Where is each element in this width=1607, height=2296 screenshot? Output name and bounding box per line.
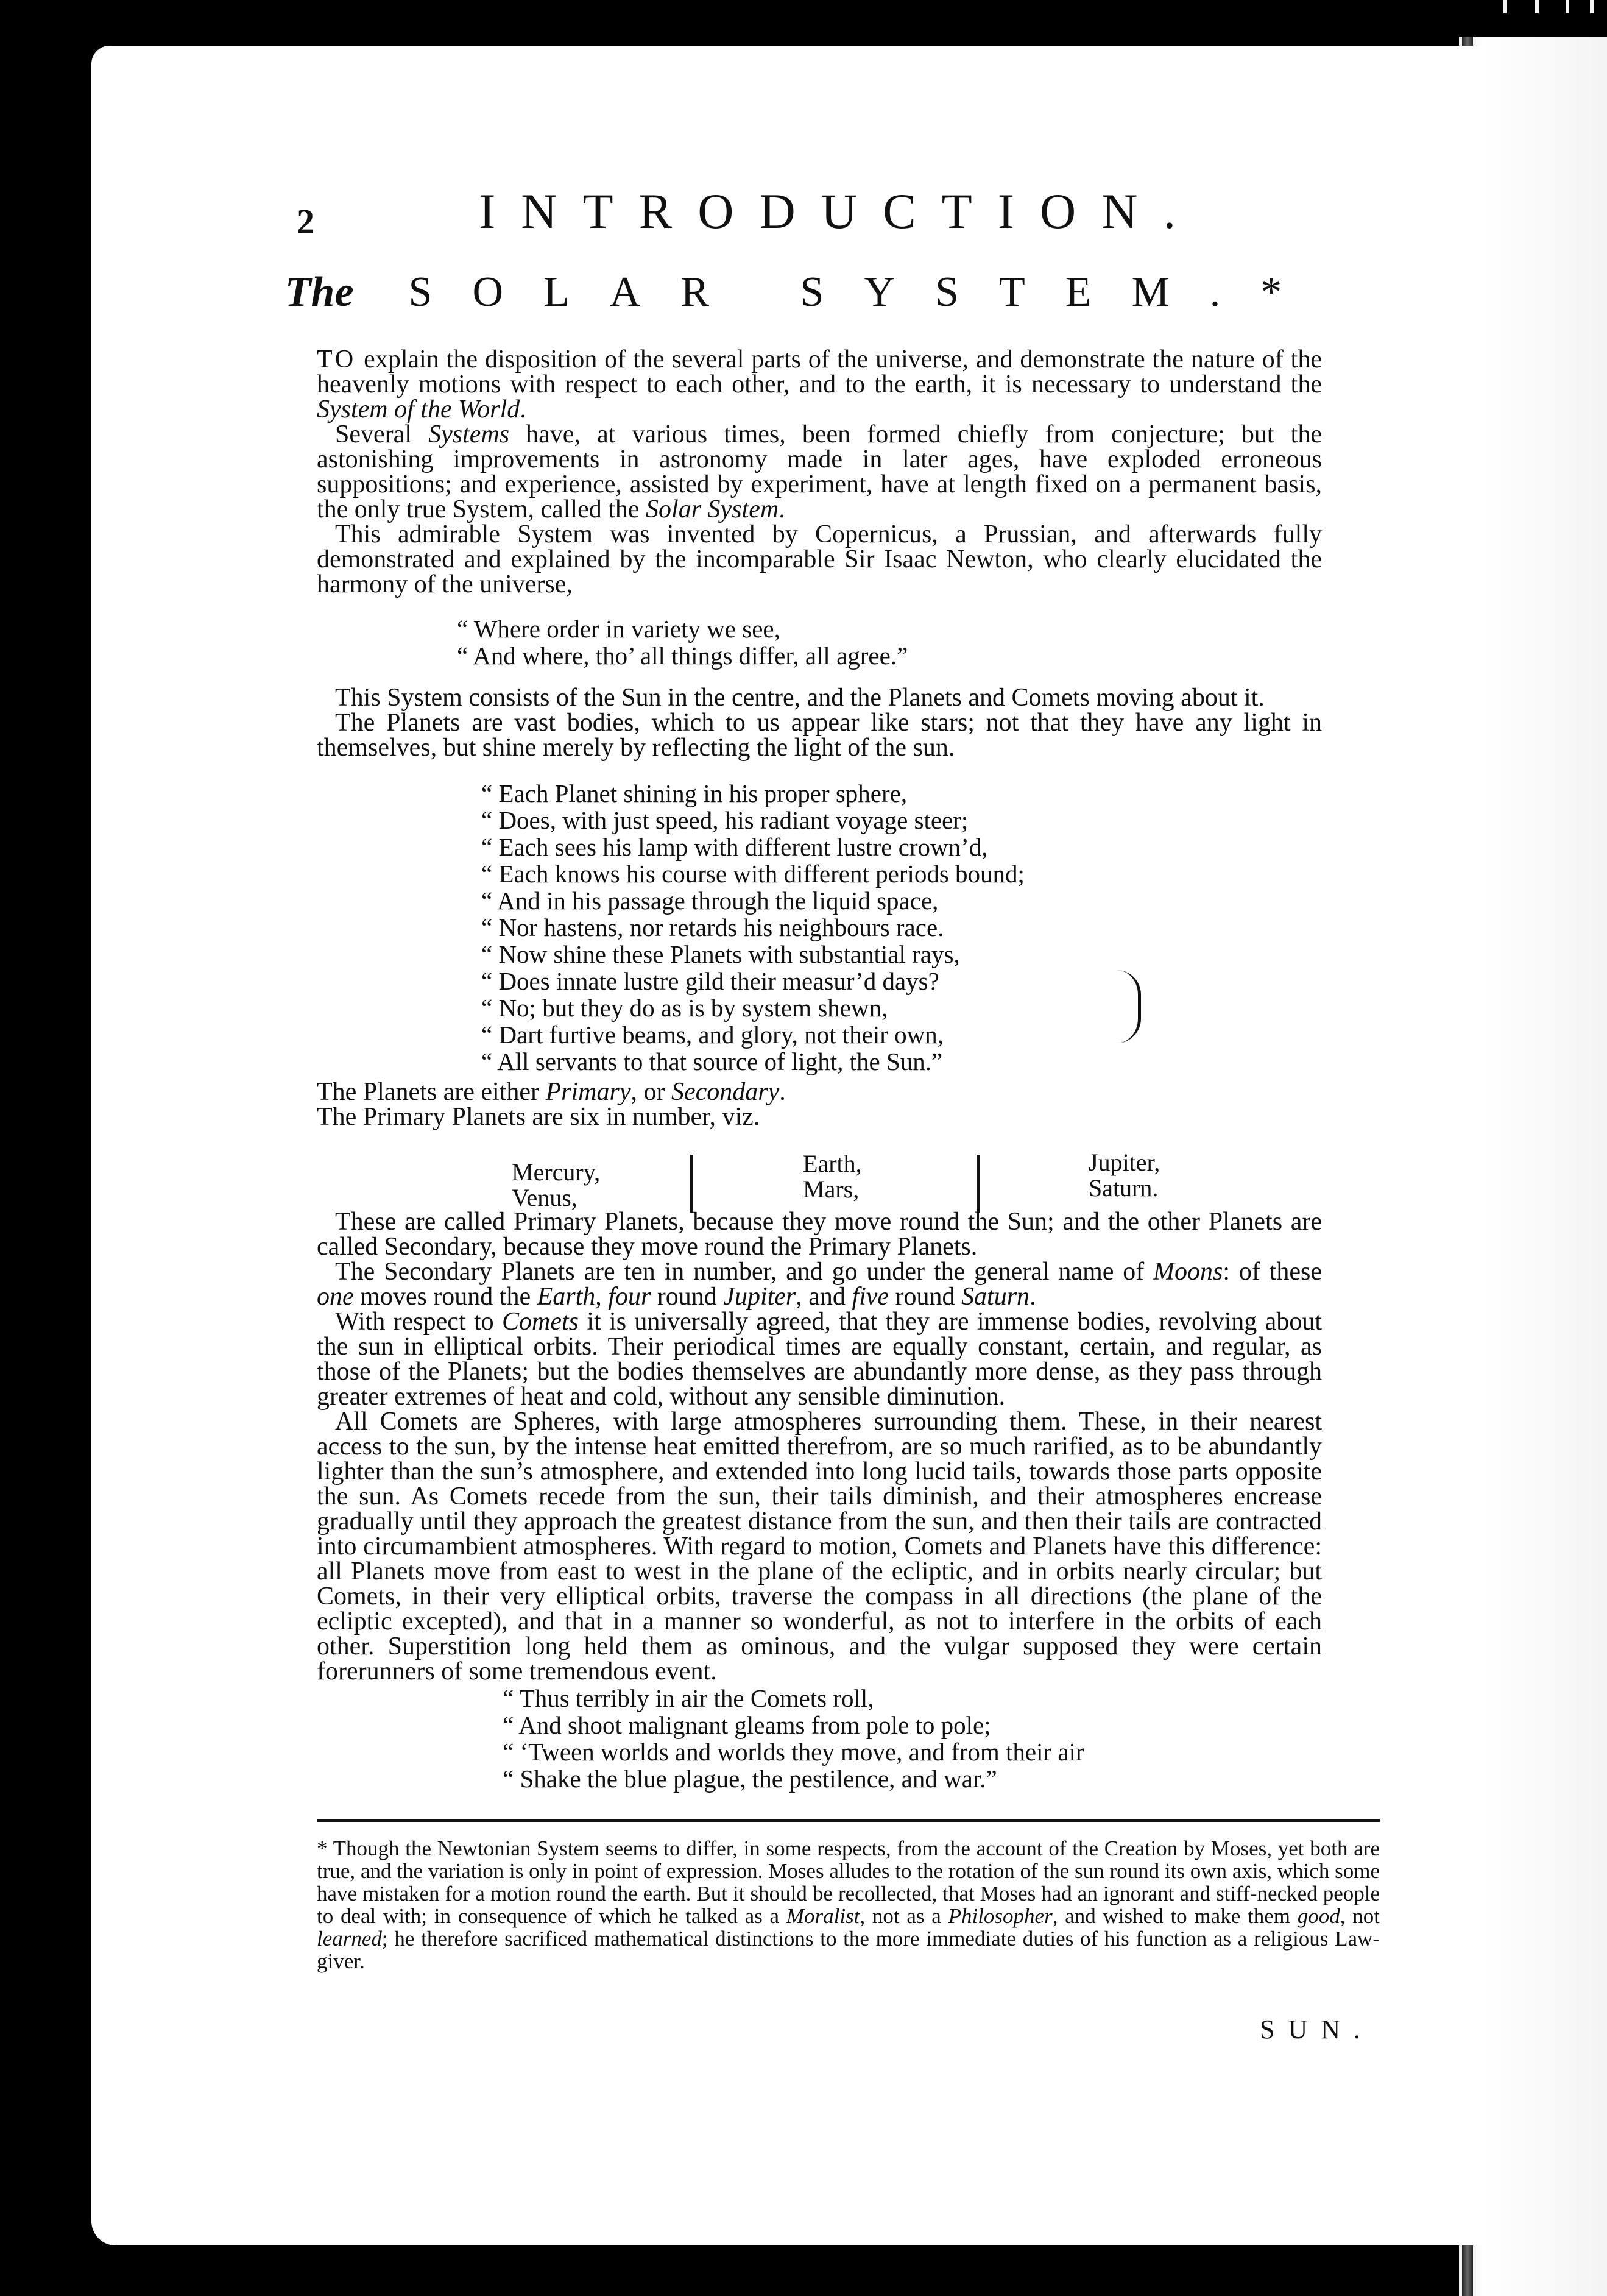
planet-name: Venus,: [512, 1184, 577, 1211]
catchword: SUN.: [1260, 2014, 1374, 2044]
verse-line: “ Where order in variety we see,: [457, 615, 780, 643]
intro-paragraphs: [317, 347, 1322, 597]
paragraph-2: Several Systems have, at various times, been formed chiefly from conjecture; but the astonishing improvements in astronomy made in later ages, have exploded erroneous suppositions; and experience, assisted by experiment, have at length fixed on a permanent basis, the only true System, called the Solar System.: [317, 420, 1322, 523]
planet-name: Mercury,: [512, 1158, 601, 1186]
verse-line: “ Does, with just speed, his radiant voyage steer;: [481, 806, 969, 834]
verse-line: “ No; but they do as is by system shewn,: [481, 994, 888, 1022]
verse-line: “ And where, tho’ all things differ, all agree.”: [457, 642, 908, 670]
verse-1: [457, 615, 908, 669]
planets-column-1: [512, 1160, 600, 1211]
planets-column-3: [1089, 1150, 1160, 1201]
paragraph-4: This System consists of the Sun in the centre, and the Planets and Comets moving about it.: [335, 684, 1265, 712]
verse-line: “ Each Planet shining in his proper sphere,: [481, 779, 908, 807]
planet-name: Jupiter,: [1089, 1149, 1160, 1176]
paragraph-5: The Planets are vast bodies, which to us appear like stars; not that they have any light in themselves, but shine merely by reflecting the light of the sun.: [317, 709, 1322, 762]
verse-brace: [1114, 970, 1141, 1043]
paragraph-11: All Comets are Spheres, with large atmospheres surrounding them. These, in their nearest access to the sun, by the intense heat emitted therefrom, are so much rarified, as to be abundantly lighter than the sun’s atmosphere, and extended into long lucid tails, towards those parts opposite the sun. As Comets recede from the sun, their tails diminish, and their atmospheres encrease gradually until they approach the greatest distance from the sun, and then their tails are contracted into circumambient atmospheres. With regard to motion, Comets and Planets have this difference: all Planets move from east to west in the plane of the ecliptic, and in orbits nearly circular; but Comets, in their very elliptical orbits, traverse the compass in all directions (the plane of the ecliptic excepted), and that in a manner so wonderful, as not to interfere in the orbits of each other. Superstition long held them as ominous, and the vulgar supposed they were certain forerunners of some tremendous event.: [317, 1408, 1322, 1685]
verse-line: “ Shake the blue plague, the pestilence, and war.”: [503, 1765, 997, 1793]
column-divider: [977, 1155, 980, 1213]
section-title-main: SOLAR SYSTEM.*: [408, 269, 1323, 316]
planet-name: Earth,: [803, 1150, 862, 1177]
verse-line: “ Dart furtive beams, and glory, not their own,: [481, 1021, 944, 1049]
paragraph-1: TO explain the disposition of the several parts of the universe, and demonstrate the nature of the heavenly motions with respect to each other, and to the earth, it is necessary to understand the System of the World.: [317, 345, 1322, 423]
verse-line: “ Thus terribly in air the Comets roll,: [503, 1684, 874, 1712]
planet-paragraphs: [317, 1080, 1322, 1130]
paragraph-9: The Secondary Planets are ten in number, and go under the general name of Moons: of these one moves round the Earth, four round Jupiter, and five round Saturn.: [317, 1258, 1322, 1311]
paragraph-3: This admirable System was invented by Copernicus, a Prussian, and afterwards fully demonstrated and explained by the incomparable Sir Isaac Newton, who clearly elucidated the harmony of the universe,: [317, 520, 1322, 598]
verse-line: “ Each sees his lamp with different lustre crown’d,: [481, 833, 988, 861]
paragraph-7: The Primary Planets are six in number, viz.: [317, 1103, 760, 1131]
verse-line: “ All servants to that source of light, the Sun.”: [481, 1047, 943, 1075]
footnote: * Though the Newtonian System seems to differ, in some respects, from the account of the Creation by Moses, yet both are true, and the variation is only in point of expression. Moses alludes to the rotation of the sun round its own axis, which some have mistaken for a motion round the earth. But it should be recollected, that Moses had an ignorant and stiff-necked people to deal with; in consequence of which he talked as a Moralist, not as a Philosopher, and wished to make them good, not learned; he therefore sacrificed mathematical distinctions to the more immediate duties of his function as a religious Law-giver.: [317, 1837, 1380, 1973]
verse-line: “ ‘Tween worlds and worlds they move, and from their air: [503, 1738, 1084, 1766]
paragraph-8: These are called Primary Planets, because they move round the Sun; and the other Planets are called Secondary, because they move round the Primary Planets.: [317, 1208, 1322, 1261]
verse-line: “ Nor hastens, nor retards his neighbours race.: [481, 913, 944, 941]
system-paragraphs: [317, 686, 1322, 760]
scan-edge: [1499, 0, 1596, 37]
page-number: 2: [297, 202, 314, 241]
verse-line: “ And shoot malignant gleams from pole to pole;: [503, 1711, 991, 1739]
paragraph-10: With respect to Comets it is universally agreed, that they are immense bodies, revolving about the sun in elliptical orbits. Their periodical times are equally constant, certain, and regular, as those of the Planets; but the bodies themselves are abundantly more dense, as they pass through greater extremes of heat and cold, without any sensible diminution.: [317, 1308, 1322, 1411]
column-divider: [690, 1155, 693, 1213]
section-title-the: The: [284, 269, 354, 316]
verse-2: [481, 780, 1025, 1075]
verse-3: [503, 1685, 1084, 1792]
footnote-rule: [317, 1819, 1380, 1822]
paragraph-6: The Planets are either Primary, or Secondary.: [317, 1078, 786, 1106]
page-heading: INTRODUCTION.: [479, 183, 1201, 239]
planet-name: Saturn.: [1089, 1174, 1159, 1202]
verse-line: “ Each knows his course with different periods bound;: [481, 860, 1025, 888]
section-title: [0, 268, 1607, 317]
verse-line: “ And in his passage through the liquid space,: [481, 887, 939, 915]
comet-paragraphs: [317, 1210, 1322, 1684]
planet-name: Mars,: [803, 1175, 860, 1203]
verse-line: “ Now shine these Planets with substantial rays,: [481, 940, 960, 968]
verse-line: “ Does innate lustre gild their measur’d days?: [481, 967, 939, 995]
planets-column-2: [803, 1151, 862, 1202]
